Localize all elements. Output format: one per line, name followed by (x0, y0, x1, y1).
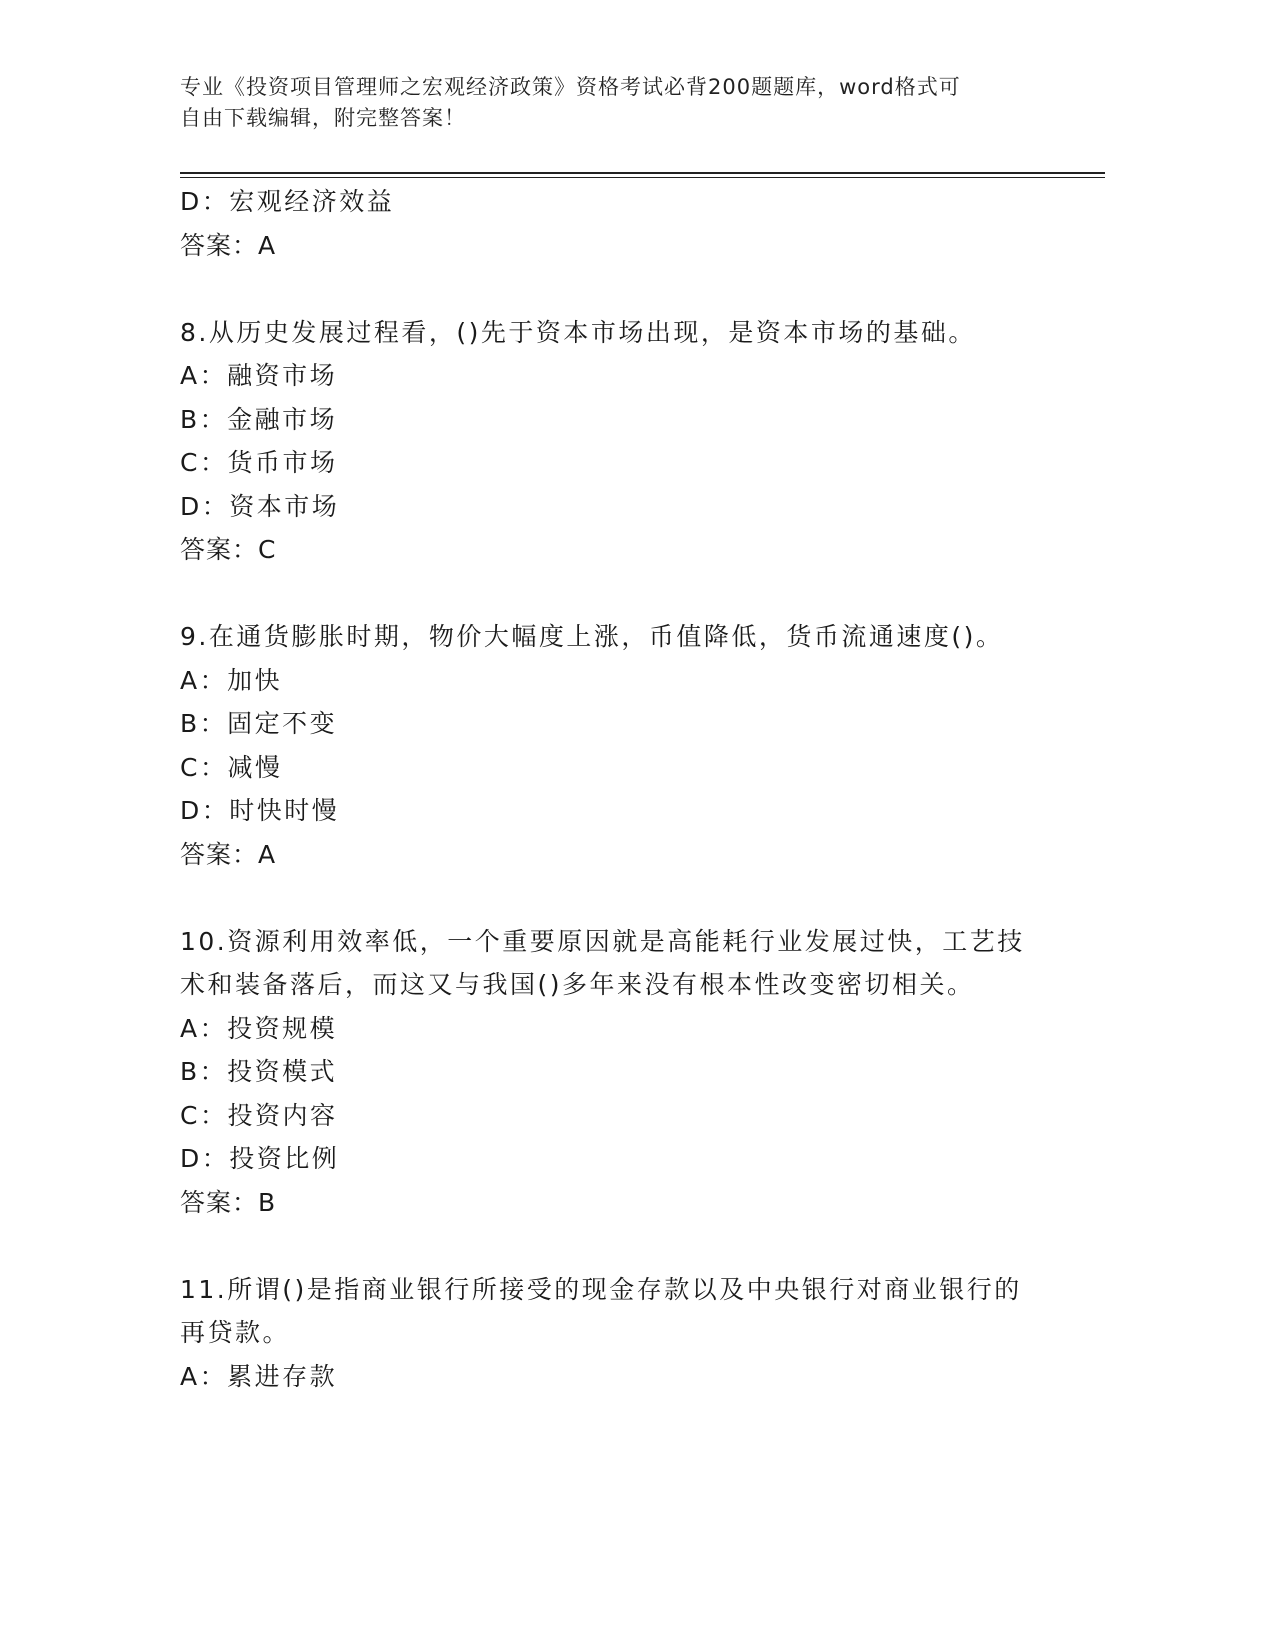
answer-label: 答案：A (180, 230, 277, 260)
option-a: A：投资规模 (180, 1013, 338, 1043)
question-text-line-2: 再贷款。 (180, 1318, 291, 1347)
header-divider-thick (180, 172, 1105, 174)
spacer (180, 1224, 1040, 1268)
question-text: 8.从历史发展过程看，()先于资本市场出现，是资本市场的基础。 (180, 317, 976, 347)
answer-label: 答案：B (180, 1187, 277, 1217)
option-d: D：时快时慢 (180, 796, 340, 825)
option-d: D：资本市场 (180, 491, 340, 521)
answer-label: 答案：C (180, 535, 277, 564)
option-c: C：减慢 (180, 752, 283, 782)
header-line-1: 专业《投资项目管理师之宏观经济政策》资格考试必背200题题库，word格式可 (180, 75, 961, 99)
spacer (180, 876, 1040, 920)
option-b: B：固定不变 (180, 709, 338, 738)
question-content (180, 180, 1040, 1398)
option-a: A：融资市场 (180, 361, 338, 390)
question-text-line-2: 术和装备落后，而这又与我国()多年来没有根本性改变密切相关。 (180, 970, 975, 999)
question-text-line-1: 11.所谓()是指商业银行所接受的现金存款以及中央银行对商业银行的 (180, 1274, 1022, 1304)
option-d: D：投资比例 (180, 1144, 340, 1173)
option-c: C：货币市场 (180, 448, 338, 477)
header-divider-thin (180, 177, 1105, 178)
question-text: 9.在通货膨胀时期，物价大幅度上涨，币值降低，货币流通速度()。 (180, 622, 1004, 651)
option-d: D：宏观经济效益 (180, 187, 395, 216)
answer-label: 答案：A (180, 839, 277, 869)
document-header (180, 72, 1060, 134)
option-c: C：投资内容 (180, 1100, 338, 1130)
option-b: B：投资模式 (180, 1057, 338, 1086)
option-a: A：加快 (180, 665, 283, 695)
question-text-line-1: 10.资源利用效率低，一个重要原因就是高能耗行业发展过快，工艺技 (180, 926, 1025, 956)
spacer (180, 572, 1040, 616)
header-line-2: 自由下载编辑，附完整答案！ (180, 106, 466, 130)
spacer (180, 267, 1040, 311)
option-b: B：金融市场 (180, 404, 338, 434)
option-a: A：累进存款 (180, 1361, 338, 1391)
